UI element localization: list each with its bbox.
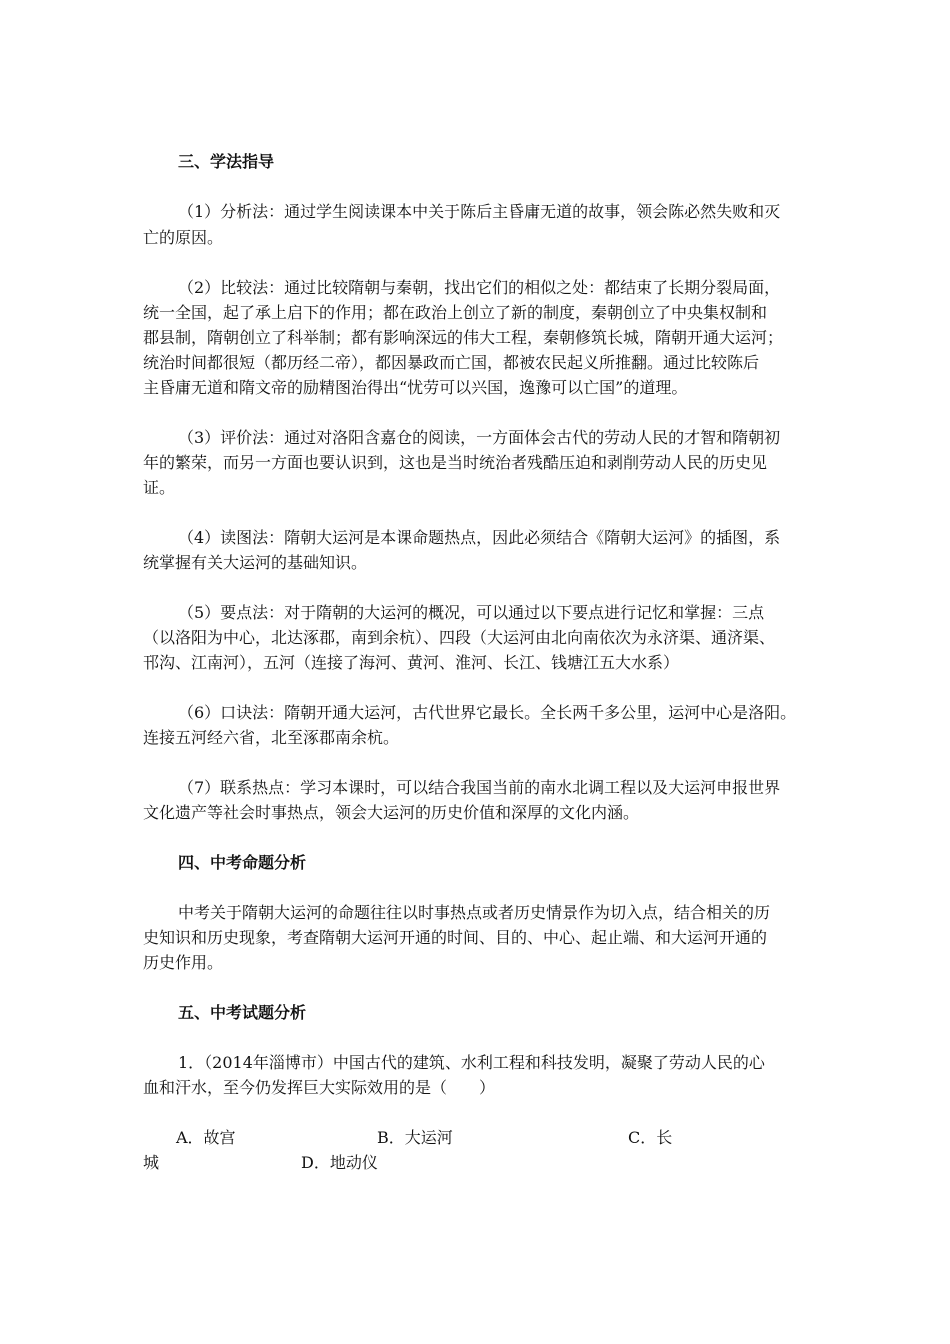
section-heading-study-methods: 三、学法指导 — [178, 152, 275, 171]
option-c: C．长 — [628, 1128, 673, 1147]
paragraph-evaluation-method-line2: 年的繁荣，而另一方面也要认识到，这也是当时统治者残酷压迫和剥削劳动人民的历史见 — [143, 453, 768, 472]
paragraph-current-events-method-line2: 文化遗产等社会时事热点，领会大运河的历史价值和深厚的文化内涵。 — [143, 803, 640, 822]
paragraph-comparison-method-line4: 统治时间都很短（都历经二帝），都因暴政而亡国，都被农民起义所推翻。通过比较陈后 — [143, 353, 760, 372]
paragraph-comparison-method-line3: 郡县制，隋朝创立了科举制；都有影响深远的伟大工程，秦朝修筑长城，隋朝开通大运河； — [143, 328, 784, 347]
paragraph-key-points-method-line3: 邗沟、江南河），五河（连接了海河、黄河、淮河、长江、钱塘江五大水系） — [143, 653, 680, 672]
paragraph-comparison-method-line2: 统一全国，起了承上启下的作用；都在政治上创立了新的制度，秦朝创立了中央集权制和 — [143, 303, 768, 322]
paragraph-mnemonic-method-line2: 连接五河经六省，北至涿郡南余杭。 — [143, 728, 400, 747]
paragraph-exam-analysis-line3: 历史作用。 — [143, 953, 224, 972]
paragraph-key-points-method-line1: （5）要点法：对于隋朝的大运河的概况，可以通过以下要点进行记忆和掌握：三点 — [178, 603, 765, 622]
paragraph-map-reading-method-line1: （4）读图法：隋朝大运河是本课命题热点，因此必须结合《隋朝大运河》的插图，系 — [178, 528, 781, 547]
paragraph-map-reading-method-line2: 统掌握有关大运河的基础知识。 — [143, 553, 368, 572]
option-d: D．地动仪 — [301, 1153, 378, 1172]
section-heading-exam-analysis: 四、中考命题分析 — [178, 853, 307, 872]
paragraph-analysis-method-line2: 亡的原因。 — [143, 228, 224, 247]
paragraph-key-points-method-line2: （以洛阳为中心，北达涿郡，南到余杭）、四段（大运河由北向南依次为永济渠、通济渠、 — [143, 628, 776, 647]
question-1-line2: 血和汗水，至今仍发挥巨大实际效用的是（ ） — [143, 1078, 496, 1097]
option-a: A．故宫 — [176, 1128, 236, 1147]
paragraph-mnemonic-method-line1: （6）口诀法：隋朝开通大运河，古代世界它最长。全长两千多公里，运河中心是洛阳。 — [178, 703, 797, 722]
paragraph-current-events-method-line1: （7）联系热点：学习本课时，可以结合我国当前的南水北调工程以及大运河申报世界 — [178, 778, 781, 797]
paragraph-evaluation-method-line3: 证。 — [143, 478, 176, 497]
paragraph-evaluation-method-line1: （3）评价法：通过对洛阳含嘉仓的阅读，一方面体会古代的劳动人民的才智和隋朝初 — [178, 428, 781, 447]
paragraph-analysis-method-line1: （1）分析法：通过学生阅读课本中关于陈后主昏庸无道的故事，领会陈必然失败和灭 — [178, 202, 781, 221]
option-c-continuation: 城 — [143, 1153, 160, 1172]
paragraph-exam-analysis-line2: 史知识和历史现象，考查隋朝大运河开通的时间、目的、中心、起止端、和大运河开通的 — [143, 928, 768, 947]
question-1-line1: 1．（2014年淄博市）中国古代的建筑、水利工程和科技发明，凝聚了劳动人民的心 — [178, 1053, 765, 1072]
paragraph-comparison-method-line5: 主昏庸无道和隋文帝的励精图治得出“忧劳可以兴国，逸豫可以亡国”的道理。 — [143, 378, 688, 397]
option-b: B．大运河 — [377, 1128, 453, 1147]
paragraph-exam-analysis-line1: 中考关于隋朝大运河的命题往往以时事热点或者历史情景作为切入点，结合相关的历 — [178, 903, 771, 922]
section-heading-exam-questions: 五、中考试题分析 — [178, 1003, 307, 1022]
paragraph-comparison-method-line1: （2）比较法：通过比较隋朝与秦朝，找出它们的相似之处：都结束了长期分裂局面， — [178, 278, 781, 297]
